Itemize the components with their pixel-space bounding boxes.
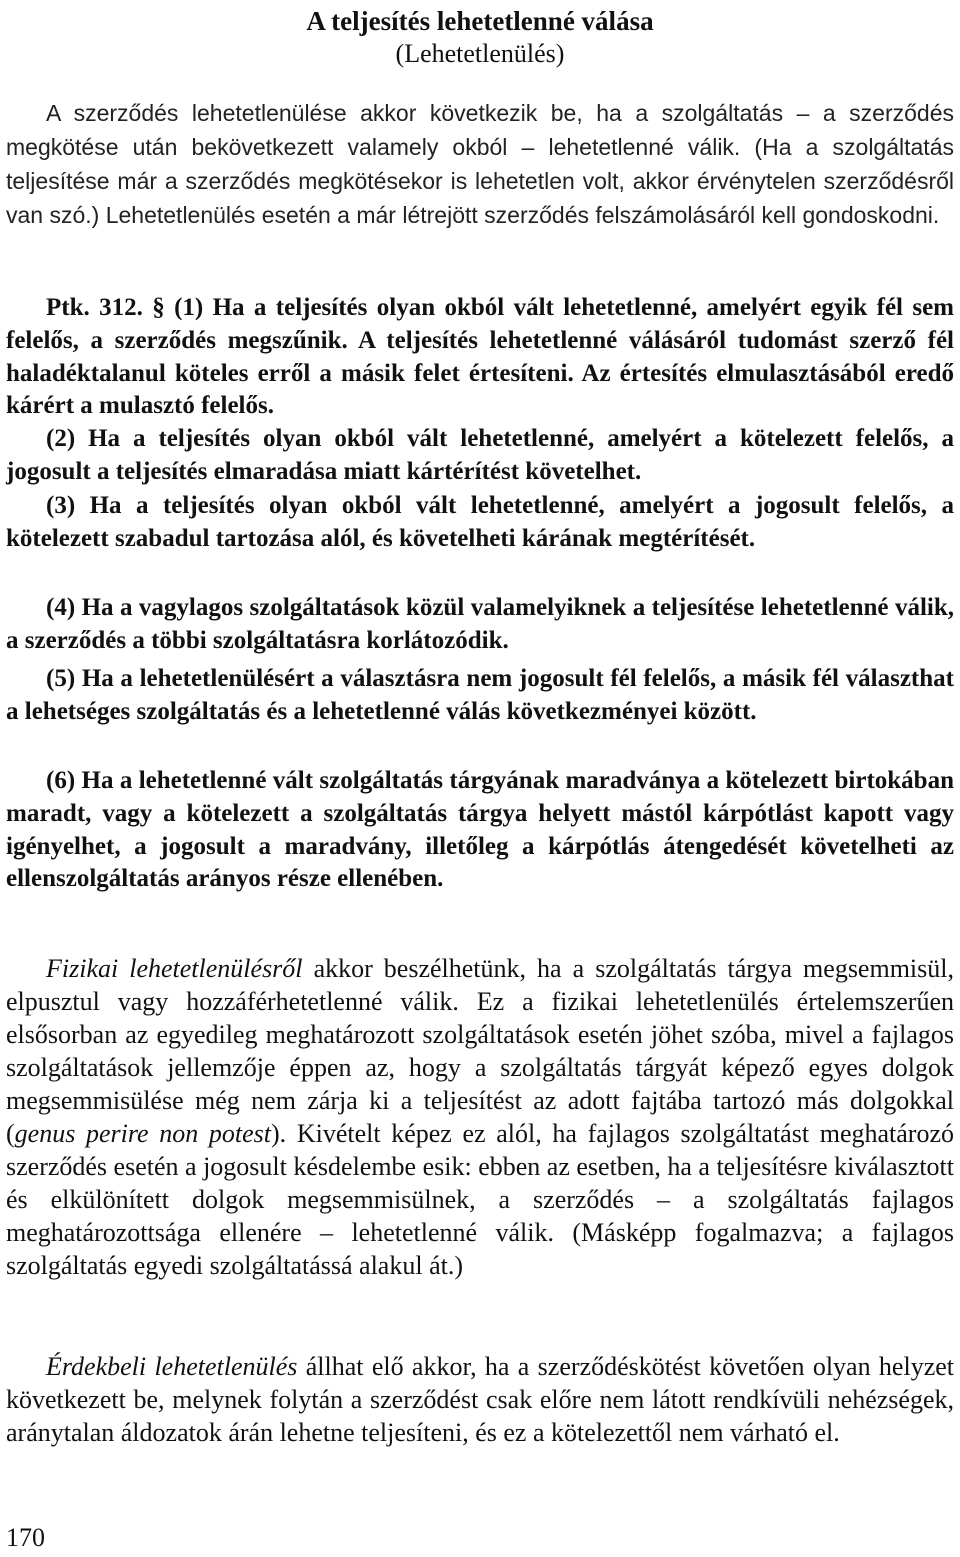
statute-paragraph-5: (5) Ha a lehetetlenülésért a választásra nem jogosult fél felelős, a másik fél választhat a lehetséges szolgáltatás és a lehetetlenné válás következményei között. (6, 665, 954, 725)
statute-paragraph-1: Ptk. 312. § (1) Ha a teljesítés olyan okból vált lehetetlenné, amelyért egyik fél sem felelős, a szerződés megszűnik. A teljesítés lehetetlenné válásáról tudomást szerző fél haladéktalanul köteles erről a másik felet értesíteni. Az értesítés elmulasztásából eredő kárért a mulasztó felelős. (6, 294, 954, 420)
page-number: 170 (6, 1523, 45, 1552)
statute-paragraph-2: (2) Ha a teljesítés olyan okból vált lehetetlenné, amelyért a kötelezett felelős, a jogosult a teljesítés elmaradása miatt kártérítést követelhet. (6, 425, 954, 485)
interest-term: Érdekbeli lehetetlenülés (46, 1352, 298, 1381)
intro-paragraph: A szerződés lehetetlenülése akkor következik be, ha a szolgáltatás – a szerződés megkötése után bekövetkezett valamely okból – lehetetlenné válik. (Ha a szolgáltatás teljesítése már a szerződés megkötésekor is lehetetlen volt, akkor érvénytelen szerződésről van szó.) Lehetetlenülés esetén a már létrejött szerződés felszámolásáról kell gondoskodni. (6, 100, 954, 228)
physical-term: Fizikai lehetetlenülésről (46, 954, 303, 983)
physical-impossibility-paragraph (6, 952, 954, 1282)
page-subtitle: (Lehetetlenülés) (395, 39, 565, 68)
physical-text-1: akkor beszélhetünk, ha a szolgáltatás tárgya megsemmisül, elpusztul vagy hozzáférhetetlenné válik. Ez a fizikai lehetetlenülés értelemszerűen elsősorban az egyedileg meghatározott szolgáltatások esetén jöhet szóba, mivel a fajlagos szolgáltatások jellemzője éppen az, hogy a szolgáltatás tárgyát képező egyes dolgok megsemmisülése még nem zárja ki a teljesítést az adott fajtába tartozó más dolgokkal ( (6, 954, 954, 1148)
page-title: A teljesítés lehetetlenné válása (306, 6, 654, 36)
physical-text-2: ). Kivételt képez ez alól, ha fajlagos szolgáltatást meghatározó szerződés esetén a jogosult késdelembe esik: ebben az esetben, ha a teljesítésre kiválasztott és elkülönített dolgok megsemmisülnek, a szerződés – a szolgáltatás fajlagos meghatározottsága ellenére – lehetetlenné válik. (Másképp fogalmazva; a fajlagos szolgáltatás egyedi szolgáltatássá alakul át.) (6, 1119, 954, 1280)
latin-phrase: genus perire non potest (14, 1119, 271, 1148)
statute-paragraph-3: (3) Ha a teljesítés olyan okból vált lehetetlenné, amelyért a jogosult felelős, a kötelezett szabadul tartozása alól, és követelheti kárának megtérítését. (6, 492, 954, 552)
interest-impossibility-paragraph (6, 1350, 954, 1449)
statute-paragraph-6: (6) Ha a lehetetlenné vált szolgáltatás tárgyának maradványa a kötelezett birtokában maradt, vagy a kötelezett a szolgáltatás tárgya helyett mástól kárpótlást kapott vagy igényelhet, a jogosult a maradvány, illetőleg a kárpótlás átengedését követelheti az ellenszolgáltatás arányos része ellenében. (6, 767, 954, 893)
statute-paragraph-4: (4) Ha a vagylagos szolgáltatások közül valamelyiknek a teljesítése lehetetlenné válik, a szerződés a többi szolgáltatásra korlátozódik. (6, 594, 954, 654)
interest-text: állhat elő akkor, ha a szerződéskötést követően olyan helyzet következett be, melynek folytán a szerződést csak előre nem látott rendkívüli nehézségek, aránytalan áldozatok árán lehetne teljesíteni, és ez a kötelezettől nem várható el. (6, 1352, 955, 1447)
